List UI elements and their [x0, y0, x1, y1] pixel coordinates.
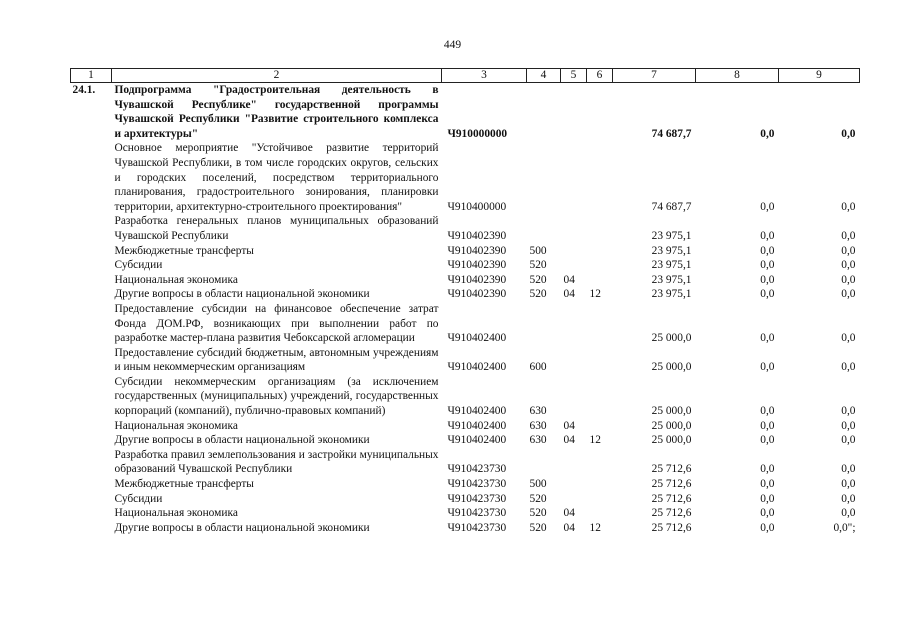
amount-col9: 0,0 — [841, 229, 856, 242]
target-article-code: Ч910402400 — [447, 405, 507, 418]
amount-col9: 0,0 — [841, 405, 856, 418]
amount-col8: 0,0 — [760, 259, 775, 272]
amount-col9: 0,0 — [841, 463, 856, 476]
expense-type-code — [527, 83, 561, 142]
header-cell: 3 — [442, 69, 527, 83]
table-row — [71, 506, 860, 521]
target-article-code: Ч910000000 — [447, 127, 508, 140]
row-index — [71, 287, 112, 302]
page-number: 449 — [443, 39, 462, 51]
amount-col7: 23 975,1 — [651, 229, 692, 242]
row-index — [71, 433, 112, 448]
amount-col8: 0,0 — [760, 507, 775, 520]
row-description: Субсидии — [114, 492, 163, 505]
header-cell: 9 — [779, 69, 860, 83]
amount-col7: 25 000,0 — [651, 332, 692, 345]
table-row — [71, 287, 860, 302]
expense-type-code: 500 — [529, 478, 547, 491]
section-code: 04 — [563, 434, 575, 447]
target-article-code: Ч910402390 — [447, 288, 507, 301]
section-code: 04 — [563, 521, 575, 534]
section-code — [561, 346, 587, 375]
row-index — [71, 448, 112, 477]
amount-col8: 0,0 — [760, 361, 775, 374]
row-index — [71, 419, 112, 434]
row-description: Разработка правил землепользования и застройки муниципальных образований Чувашской Республики — [114, 448, 439, 476]
subsection-code — [587, 346, 613, 375]
subsection-code: 12 — [589, 288, 601, 301]
section-code — [561, 448, 587, 477]
subsection-code — [587, 477, 613, 492]
expense-type-code: 630 — [529, 434, 547, 447]
row-index — [71, 521, 112, 536]
amount-col9: 0,0 — [841, 200, 856, 213]
subsection-code: 12 — [589, 521, 601, 534]
amount-col9: 0,0 — [841, 478, 856, 491]
amount-col8: 0,0 — [760, 332, 775, 345]
amount-col7: 23 975,1 — [651, 273, 692, 286]
section-code: 04 — [563, 507, 575, 520]
row-description: Другие вопросы в области национальной экономики — [114, 434, 370, 447]
table-row — [71, 492, 860, 507]
section-code — [561, 302, 587, 346]
subsection-code — [587, 83, 613, 142]
expense-type-code: 520 — [529, 259, 547, 272]
subsection-code — [587, 141, 613, 214]
amount-col9: 0,0 — [841, 361, 856, 374]
amount-col7: 23 975,1 — [651, 259, 692, 272]
table-row — [71, 346, 860, 375]
expense-type-code: 630 — [529, 405, 547, 418]
amount-col7: 74 687,7 — [651, 200, 692, 213]
row-description: Национальная экономика — [114, 507, 238, 520]
target-article-code: Ч910402390 — [447, 259, 507, 272]
row-index — [71, 477, 112, 492]
target-article-code: Ч910402400 — [447, 332, 507, 345]
row-index — [71, 346, 112, 375]
amount-col7: 25 000,0 — [651, 405, 692, 418]
amount-col9: 0,0 — [841, 434, 856, 447]
section-code: 04 — [563, 288, 575, 301]
amount-col7: 25 712,6 — [651, 507, 692, 520]
subsection-code — [587, 244, 613, 259]
expense-type-code: 630 — [529, 419, 547, 432]
target-article-code: Ч910402400 — [447, 361, 507, 374]
target-article-code: Ч910423730 — [447, 478, 507, 491]
row-description: Межбюджетные трансферты — [114, 244, 254, 257]
row-description: Национальная экономика — [114, 419, 238, 432]
expense-type-code: 520 — [529, 521, 547, 534]
table-row — [71, 83, 860, 142]
section-code — [561, 83, 587, 142]
amount-col9: 0,0 — [841, 507, 856, 520]
header-cell: 8 — [696, 69, 779, 83]
amount-col9: 0,0 — [841, 127, 856, 140]
amount-col8: 0,0 — [760, 419, 775, 432]
subsection-code — [587, 375, 613, 419]
row-index — [71, 506, 112, 521]
target-article-code: Ч910423730 — [447, 507, 507, 520]
header-cell: 6 — [587, 69, 613, 83]
row-index: 24.1. — [72, 84, 96, 96]
row-description: Предоставление субсидий бюджетным, автономным учреждениям и иным некоммерческим организациям — [114, 346, 439, 374]
target-article-code: Ч910402390 — [447, 229, 507, 242]
amount-col7: 25 000,0 — [651, 419, 692, 432]
row-index — [71, 258, 112, 273]
amount-col9: 0,0 — [841, 288, 856, 301]
section-code — [561, 214, 587, 243]
amount-col8: 0,0 — [760, 244, 775, 257]
row-description: Национальная экономика — [114, 273, 238, 286]
expense-type-code: 600 — [529, 361, 547, 374]
expense-type-code: 520 — [529, 507, 547, 520]
header-cell: 2 — [112, 69, 442, 83]
row-index — [71, 375, 112, 419]
row-description: Межбюджетные трансферты — [114, 478, 254, 491]
target-article-code: Ч910402390 — [447, 273, 507, 286]
table-row — [71, 214, 860, 243]
target-article-code: Ч910423730 — [447, 463, 507, 476]
amount-col7: 74 687,7 — [651, 127, 692, 140]
table-row — [71, 448, 860, 477]
header-cell: 7 — [613, 69, 696, 83]
budget-table-container — [70, 68, 860, 535]
subsection-code — [587, 419, 613, 434]
amount-col9: 0,0 — [841, 273, 856, 286]
table-row — [71, 302, 860, 346]
amount-col8: 0,0 — [760, 463, 775, 476]
table-row — [71, 258, 860, 273]
amount-col7: 25 712,6 — [651, 463, 692, 476]
row-description: Субсидии некоммерческим организациям (за исключением государственных (муниципальных) учреждений, государственных корпораций (компаний), публично-правовых компаний) — [114, 375, 439, 418]
amount-col7: 25 712,6 — [651, 492, 692, 505]
amount-col9: 0,0 — [841, 259, 856, 272]
row-index — [71, 492, 112, 507]
expense-type-code — [527, 302, 561, 346]
amount-col8: 0,0 — [760, 405, 775, 418]
amount-col8: 0,0 — [760, 434, 775, 447]
row-description: Другие вопросы в области национальной экономики — [114, 521, 370, 534]
amount-col8: 0,0 — [760, 521, 775, 534]
target-article-code: Ч910402390 — [447, 244, 507, 257]
row-index — [71, 273, 112, 288]
section-code — [561, 244, 587, 259]
section-code — [561, 492, 587, 507]
expense-type-code: 520 — [529, 273, 547, 286]
amount-col7: 25 000,0 — [651, 361, 692, 374]
amount-col8: 0,0 — [760, 288, 775, 301]
expense-type-code — [527, 448, 561, 477]
subsection-code — [587, 492, 613, 507]
amount-col8: 0,0 — [760, 492, 775, 505]
section-code: 04 — [563, 273, 575, 286]
row-index — [71, 302, 112, 346]
amount-col9: 0,0 — [841, 419, 856, 432]
section-code — [561, 477, 587, 492]
header-cell: 4 — [527, 69, 561, 83]
row-description: Субсидии — [114, 259, 163, 272]
target-article-code: Ч910400000 — [447, 200, 507, 213]
section-code: 04 — [563, 419, 575, 432]
amount-col7: 23 975,1 — [651, 244, 692, 257]
amount-col9: 0,0"; — [833, 521, 856, 534]
table-row — [71, 521, 860, 536]
row-description: Основное мероприятие "Устойчивое развитие территорий Чувашской Республики, в том числе городских округов, сельских и городских поселений, посредством территориального планирования, градостроительного зонирования, планировки территории, архитектурно-строительного проектирования" — [114, 142, 439, 213]
subsection-code — [587, 214, 613, 243]
amount-col8: 0,0 — [760, 127, 775, 140]
section-code — [561, 141, 587, 214]
row-index — [71, 214, 112, 243]
header-cell: 5 — [561, 69, 587, 83]
amount-col8: 0,0 — [760, 478, 775, 491]
amount-col7: 25 712,6 — [651, 521, 692, 534]
target-article-code: Ч910402400 — [447, 434, 507, 447]
amount-col7: 23 975,1 — [651, 288, 692, 301]
amount-col7: 25 000,0 — [651, 434, 692, 447]
header-cell: 1 — [71, 69, 112, 83]
subsection-code — [587, 506, 613, 521]
subsection-code — [587, 273, 613, 288]
expense-type-code: 520 — [529, 288, 547, 301]
expense-type-code: 520 — [529, 492, 547, 505]
amount-col8: 0,0 — [760, 200, 775, 213]
row-index — [71, 244, 112, 259]
column-number-header — [71, 69, 860, 83]
table-row — [71, 477, 860, 492]
budget-table — [70, 68, 860, 535]
table-row — [71, 244, 860, 259]
amount-col7: 25 712,6 — [651, 478, 692, 491]
table-row — [71, 141, 860, 214]
row-description: Другие вопросы в области национальной экономики — [114, 288, 370, 301]
subsection-code — [587, 258, 613, 273]
target-article-code: Ч910423730 — [447, 521, 507, 534]
target-article-code: Ч910402400 — [447, 419, 507, 432]
row-index — [71, 141, 112, 214]
table-row — [71, 273, 860, 288]
expense-type-code: 500 — [529, 244, 547, 257]
table-row — [71, 419, 860, 434]
expense-type-code — [527, 214, 561, 243]
row-description: Подпрограмма "Градостроительная деятельность в Чувашской Республике" государственной программы Чувашской Республики "Развитие строительного комплекса и архитектуры" — [114, 84, 439, 140]
expense-type-code — [527, 141, 561, 214]
amount-col9: 0,0 — [841, 332, 856, 345]
row-description: Предоставление субсидии на финансовое обеспечение затрат Фонда ДОМ.РФ, возникающих при выполнении работ по разработке мастер-плана развития Чебоксарской агломерации — [114, 302, 439, 345]
amount-col9: 0,0 — [841, 244, 856, 257]
amount-col8: 0,0 — [760, 273, 775, 286]
section-code — [561, 375, 587, 419]
subsection-code — [587, 448, 613, 477]
amount-col9: 0,0 — [841, 492, 856, 505]
table-row — [71, 433, 860, 448]
section-code — [561, 258, 587, 273]
amount-col8: 0,0 — [760, 229, 775, 242]
target-article-code: Ч910423730 — [447, 492, 507, 505]
table-row — [71, 375, 860, 419]
subsection-code: 12 — [589, 434, 601, 447]
row-description: Разработка генеральных планов муниципальных образований Чувашской Республики — [114, 215, 439, 242]
subsection-code — [587, 302, 613, 346]
